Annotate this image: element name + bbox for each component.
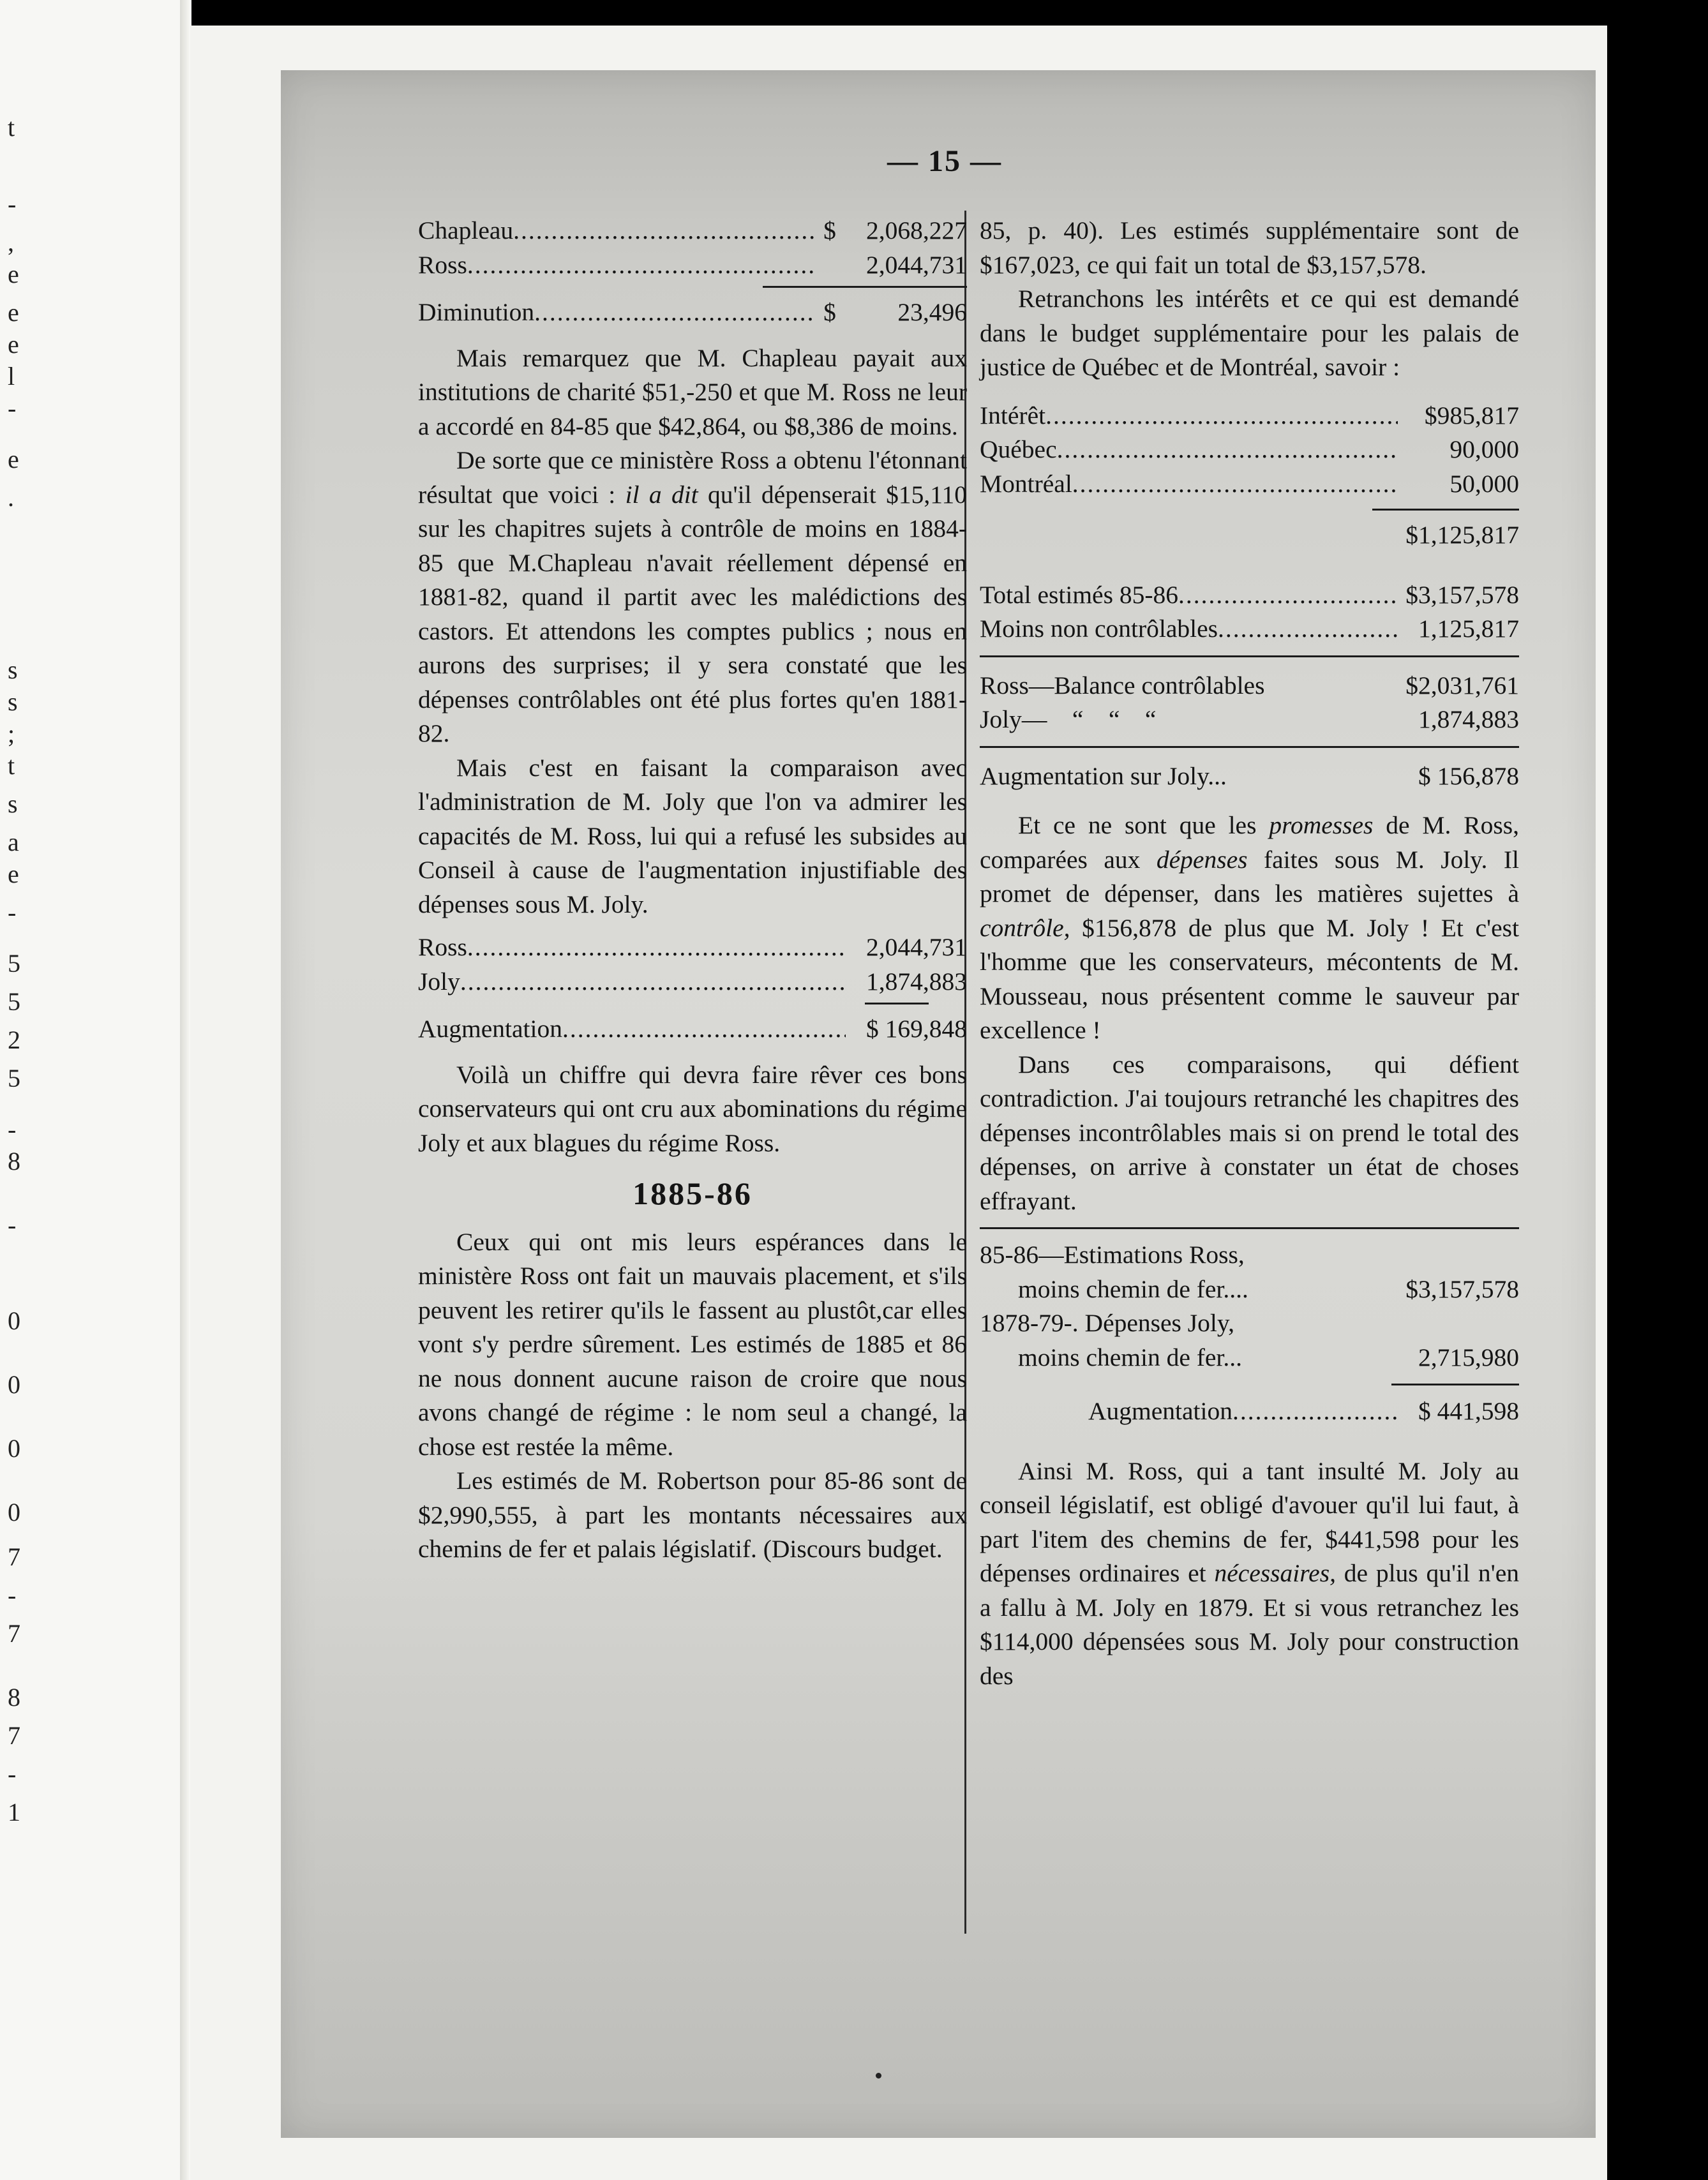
leader-dots [562, 1012, 846, 1047]
row-label: Chapleau [418, 216, 514, 244]
row-amount: 23,496 [897, 298, 967, 326]
paragraph [980, 1454, 1519, 1694]
leader-dots [1057, 433, 1398, 467]
currency-sign: $ [823, 298, 836, 326]
margin-fragment: 8 [8, 1147, 20, 1176]
margin-fragment: 0 [8, 1434, 20, 1463]
margin-fragment: ; [8, 719, 15, 748]
row-amount: 2,715,980 [1418, 1343, 1519, 1371]
row-label: 85-86—Estimations Ross, [980, 1241, 1245, 1269]
table-row-result [980, 1394, 1519, 1429]
row-label: Augmentation sur Joly... [980, 761, 1227, 790]
sum-rule [980, 655, 1519, 657]
margin-fragment: 0 [8, 1370, 20, 1399]
section-heading: 1885-86 [633, 1176, 753, 1211]
margin-fragment: 5 [8, 1064, 20, 1093]
italic-run: promesses [1269, 811, 1374, 839]
margin-fragment: s [8, 789, 18, 818]
margin-fragment: e [8, 260, 19, 288]
margin-fragment: - [8, 1211, 17, 1239]
text-run: De sorte que ce ministère Ross a obtenu l'étonnant résultat que voici : [418, 446, 967, 509]
leader-dots [1218, 612, 1398, 646]
row-amount: 2,068,227 [866, 216, 967, 244]
margin-fragment: t [8, 751, 15, 780]
margin-fragment: 0 [8, 1306, 20, 1335]
sum-rule [865, 1003, 929, 1004]
margin-fragment: 7 [8, 1619, 20, 1648]
table-row [980, 578, 1519, 613]
table-row [980, 703, 1519, 737]
row-amount: 2,044,731 [866, 250, 967, 279]
row-label: Ross [418, 250, 467, 279]
row-amount: 1,874,883 [1418, 705, 1519, 733]
margin-fragment: s [8, 655, 18, 684]
margin-fragment: e [8, 298, 19, 327]
leader-dots [467, 930, 846, 965]
leader-dots [1045, 399, 1398, 433]
row-amount: 1,125,817 [1418, 615, 1519, 643]
sum-rule [1372, 509, 1519, 511]
table-row-result [418, 295, 967, 330]
table-row [980, 467, 1519, 502]
text-run: faites sous M. Joly. Il promet de dépenser, dans les matières sujettes à [980, 845, 1519, 907]
text-run: qu'il dépenserait $15,110 sur les chapitres sujets à contrôle de moins en 1884-85 que M.Chapleau n'avait réellement dépensé en 1881-82, quand il partit avec les malédictions des castors. Et attendons les comptes publics ; nous en aurons des surprises; il y sera constaté que les dépenses contrôlables ont été plus fortes qu'en 1881-82. [418, 480, 968, 747]
leader-dots [1178, 578, 1398, 613]
table-row [980, 1341, 1519, 1375]
table-row-result [980, 759, 1519, 794]
margin-fragment: e [8, 860, 19, 888]
margin-fragment: - [8, 190, 17, 218]
margin-fragment: s [8, 687, 18, 716]
paragraph: Mais c'est en faisant la comparaison avec l'administration de M. Joly que l'on va admirer les capacités de M. Ross, lui qui a refusé les subsides au Conseil à cause de l'augmentation injustifiable des dépenses sous M. Joly. [418, 753, 967, 918]
paragraph: Dans ces comparaisons, qui défient contradiction. J'ai toujours retranché les chapitres des dépenses incontrôlables mais si on prend le total des dépenses, on arrive à constater un état de choses effrayant. [980, 1050, 1519, 1215]
italic-run: dépenses [1156, 845, 1248, 874]
row-label: moins chemin de fer.... [1018, 1274, 1248, 1303]
page-number: — 15 — [887, 144, 1002, 178]
row-amount: $2,031,761 [1405, 671, 1519, 699]
paragraph [980, 809, 1519, 1048]
table-row [418, 965, 967, 999]
margin-fragment: 2 [8, 1026, 20, 1054]
table-row [980, 433, 1519, 467]
margin-fragment: e [8, 330, 19, 359]
margin-fragment: e [8, 445, 19, 474]
table-row [418, 214, 967, 248]
margin-fragment: 8 [8, 1683, 20, 1712]
text-run: Ainsi M. Ross, qui a tant insulté M. Joly au conseil législatif, est obligé d'avouer qu'il lui faut, à part l'item des chemins de fer, $441,598 pour les dépenses ordinaires et [980, 1456, 1519, 1587]
paragraph: Ceux qui ont mis leurs espérances dans le ministère Ross ont fait un mauvais placement, et s'ils peuvent les retirer qu'ils le fassent au plustôt,car elles vont s'y perdre sûrement. Les estimés de 1885 et 86 ne nous donnent aucune raison de croire que nous avons changé de régime : le nom seul a changé, la chose est restée la même. [418, 1227, 967, 1461]
sum-rule [763, 286, 967, 288]
row-label: Augmentation [1088, 1397, 1232, 1425]
table-row [418, 930, 967, 965]
paragraph: Voilà un chiffre qui devra faire rêver ces bons conservateurs qui ont cru aux abominations du régime Joly et aux blagues du régime Ross. [418, 1060, 967, 1157]
text-run: Et ce ne sont que les [1018, 811, 1270, 839]
text-run: $156,878 de plus que M. Joly ! Et c'est l'homme que les conservateurs, mécontents de M. Mousseau, nous présentent comme le sauveur par excellence ! [980, 913, 1519, 1044]
margin-fragment: - [8, 394, 17, 422]
row-label: Augmentation [418, 1015, 562, 1043]
right-column [980, 214, 1519, 1693]
row-amount: $ 441,598 [1418, 1397, 1519, 1425]
paragraph: Les estimés de M. Robertson pour 85-86 sont de $2,990,555, à part les montants nécessaires aux chemins de fer et palais législatif. (Discours budget. [418, 1467, 967, 1563]
ink-dot [876, 2073, 881, 2079]
paragraph: Mais remarquez que M. Chapleau payait aux institutions de charité $51,-250 et que M. Ross ne leur a accordé en 84-85 que $42,864, ou $8,386 de moins. [418, 343, 967, 440]
leader-dots [534, 295, 814, 330]
row-label: Ross—Balance contrôlables [980, 671, 1265, 699]
row-label: moins chemin de fer... [1018, 1343, 1243, 1371]
margin-fragment: 5 [8, 987, 20, 1016]
margin-fragment: t [8, 113, 15, 142]
row-amount: $3,157,578 [1405, 580, 1519, 609]
row-label: Intérêt [980, 401, 1046, 429]
margin-fragment: - [8, 1115, 17, 1144]
left-column [418, 214, 967, 1567]
leader-dots [467, 248, 814, 283]
previous-page-margin [0, 0, 191, 2180]
table-row [980, 612, 1519, 646]
row-label: Diminution [418, 298, 535, 326]
currency-sign: $ [823, 216, 836, 244]
table-row [980, 1238, 1519, 1273]
margin-fragment: 7 [8, 1721, 20, 1750]
page-gutter [180, 0, 189, 2180]
table-row [980, 399, 1519, 433]
row-amount: $3,157,578 [1405, 1274, 1519, 1303]
row-amount: 90,000 [1450, 435, 1519, 463]
margin-fragment: , [8, 228, 14, 257]
margin-fragment: 1 [8, 1798, 20, 1826]
margin-fragment: - [8, 1581, 17, 1609]
row-amount: $ 169,848 [866, 1015, 967, 1043]
table-row [980, 1306, 1519, 1341]
table-row-result [418, 1012, 967, 1047]
row-label: Ross [418, 933, 467, 961]
table-row [980, 1273, 1519, 1307]
row-label: Joly— “ “ “ [980, 705, 1157, 733]
margin-fragment: - [8, 898, 17, 927]
margin-fragment: 7 [8, 1542, 20, 1571]
table-row [418, 248, 967, 283]
paragraph [418, 444, 967, 751]
row-amount: 1,874,883 [866, 967, 967, 996]
sum-rule [1391, 1384, 1519, 1385]
row-label: 1878-79-. Dépenses Joly, [980, 1309, 1234, 1337]
italic-run: contrôle, [980, 913, 1070, 942]
row-label: Québec [980, 435, 1057, 463]
margin-fragment: 5 [8, 949, 20, 978]
row-label: Moins non contrôlables [980, 615, 1218, 643]
text-run: de plus qu'il n'en a fallu à M. Joly en 1879. Et si vous retranchez les $114,000 dépensées sous M. Joly pour construction des [980, 1559, 1520, 1690]
margin-fragment: l [8, 362, 15, 391]
paragraph: 85, p. 40). Les estimés supplémentaire sont de $167,023, ce qui fait un total de $3,157,578. [980, 216, 1519, 279]
italic-run: il a dit [625, 480, 698, 509]
table-row [980, 669, 1519, 703]
section-rule [980, 1227, 1519, 1229]
margin-fragment: - [8, 1759, 17, 1788]
leader-dots [1072, 467, 1398, 502]
margin-fragment: . [8, 483, 14, 512]
row-amount: 50,000 [1450, 469, 1519, 498]
margin-fragment: 0 [8, 1498, 20, 1527]
sum-rule [980, 746, 1519, 748]
paragraph: Retranchons les intérêts et ce qui est demandé dans le budget supplémentaire pour les palais de justice de Québec et de Montréal, savoir : [980, 285, 1519, 381]
row-label: Montréal [980, 469, 1072, 498]
row-label: Total estimés 85-86 [980, 580, 1178, 609]
row-amount: 2,044,731 [866, 933, 967, 961]
row-amount: $ 156,878 [1418, 761, 1519, 790]
leader-dots [1232, 1394, 1398, 1429]
italic-run: nécessaires, [1214, 1559, 1336, 1587]
row-amount: $985,817 [1424, 401, 1519, 429]
row-label: Joly [418, 967, 460, 996]
text-run: de M. Ross, comparées aux [980, 811, 1519, 874]
leader-dots [513, 214, 814, 248]
margin-fragment: a [8, 828, 19, 856]
table-total: $1,125,817 [1405, 521, 1519, 549]
leader-dots [460, 965, 846, 999]
